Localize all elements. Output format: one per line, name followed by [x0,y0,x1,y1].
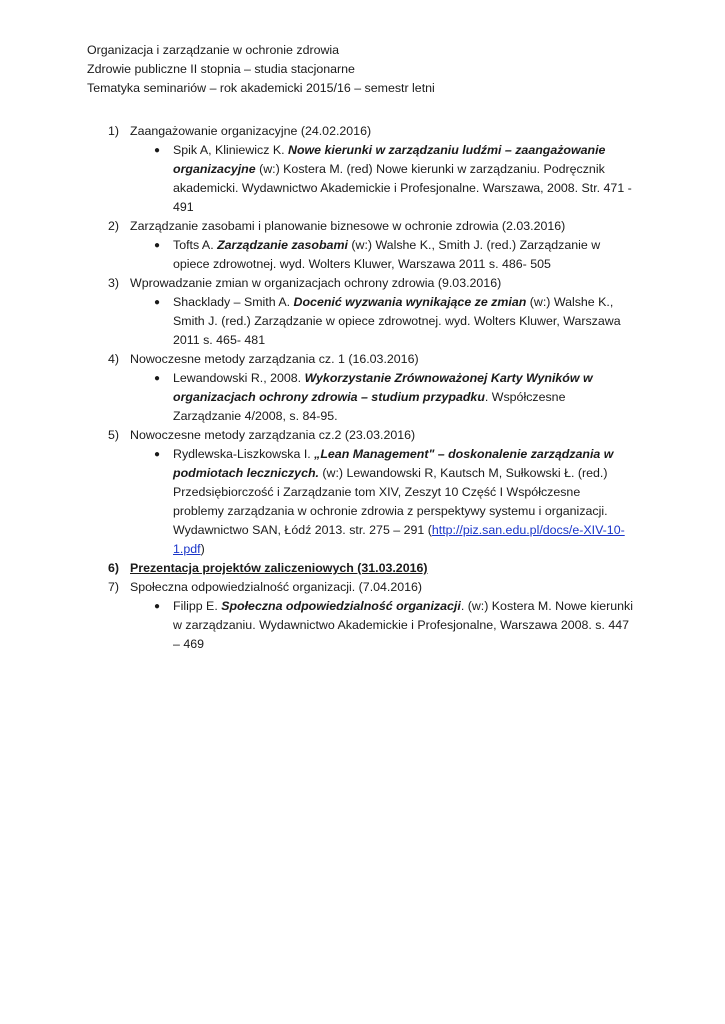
reference-title: Nowe kierunki w zarządzaniu ludźmi – zaangażowanie organizacyjne [173,143,606,176]
reference-item [130,141,633,217]
reference-list [130,369,633,426]
reference-item [130,369,633,426]
reference-author: Shacklady – Smith A. [173,295,294,309]
reference-item [130,597,633,654]
topic-number: 1) [108,124,120,138]
bullet-icon: ● [154,601,161,612]
seminar-topic-list [108,122,633,654]
topic-title: Prezentacja projektów zaliczeniowych (31.03.2016) [130,561,428,575]
seminar-topic-6 [108,559,633,578]
header-seminar-topics: Tematyka seminariów – rok akademicki 2015/16 – semestr letni [87,81,435,95]
reference-title: Zarządzanie zasobami [217,238,348,252]
seminar-topic-7 [108,578,633,654]
seminar-topic-1 [108,122,633,217]
reference-details: . (w:) Kostera M. Nowe kierunki w zarządzaniu. Wydawnictwo Akademickie i Profesjonalne, Warszawa 2008. s. 447 – 469 [173,599,633,651]
reference-list [130,597,633,654]
reference-author: Filipp E. [173,599,222,613]
topic-number: 6) [108,561,120,575]
bullet-icon: ● [154,373,161,384]
reference-list [130,293,633,350]
reference-item [130,293,633,350]
reference-details-tail: ) [200,542,205,556]
reference-details: (w:) Walshe K., Smith J. (red.) Zarządzanie w opiece zdrowotnej. wyd. Wolters Kluwer, Warszawa 2011 s. 486- 505 [173,238,601,271]
document-header [87,41,687,98]
bullet-icon: ● [154,449,161,460]
reference-title: Społeczna odpowiedzialność organizacji [221,599,461,613]
reference-details: (w:) Lewandowski R, Kautsch M, Sułkowski Ł. (red.) Przedsiębiorczość i Zarządzanie tom XIV, Zeszyt 10 Część I Współczesne problemy zarządzania w ochronie zdrowia z perspektywy systemu i organizacji. Wydawnictwo SAN, Łódź 2013. str. 275 – 291 ( [173,466,608,537]
reference-list [130,445,633,559]
reference-details: (w:) Walshe K., Smith J. (red.) Zarządzanie w opiece zdrowotnej. wyd. Wolters Kluwer, Warszawa 2011 s. 465- 481 [173,295,621,347]
topic-title: Zarządzanie zasobami i planowanie biznesowe w ochronie zdrowia (2.03.2016) [130,219,566,233]
topic-number: 4) [108,352,120,366]
reference-list [130,236,633,274]
reference-author: Tofts A. [173,238,218,252]
reference-item [130,445,633,559]
reference-title: „Lean Management" – doskonalenie zarządzania w podmiotach leczniczych. [173,447,614,480]
reference-author: Spik A, Kliniewicz K. [173,143,289,157]
reference-details: (w:) Kostera M. (red) Nowe kierunki w zarządzaniu. Podręcznik akademicki. Wydawnictwo Akademickie i Profesjonalne. Warszawa, 2008. Str. 471 - 491 [173,162,632,214]
header-study-program: Zdrowie publiczne II stopnia – studia stacjonarne [87,62,355,76]
seminar-topic-4 [108,350,633,426]
reference-list [130,141,633,217]
header-course-name: Organizacja i zarządzanie w ochronie zdrowia [87,43,340,57]
reference-author: Lewandowski R., 2008. [173,371,305,385]
topic-title: Nowoczesne metody zarządzania cz. 1 (16.03.2016) [130,352,419,366]
reference-details: . Współczesne Zarządzanie 4/2008, s. 84-95. [173,390,566,423]
topic-number: 3) [108,276,120,290]
reference-item [130,236,633,274]
topic-number: 7) [108,580,120,594]
topic-title: Zaangażowanie organizacyjne (24.02.2016) [130,124,372,138]
bullet-icon: ● [154,297,161,308]
reference-title: Wykorzystanie Zrównoważonej Karty Wyników w organizacjach ochrony zdrowia – studium przypadku [173,371,593,404]
topic-title: Wprowadzanie zmian w organizacjach ochrony zdrowia (9.03.2016) [130,276,502,290]
topic-title: Społeczna odpowiedzialność organizacji. (7.04.2016) [130,580,423,594]
seminar-topic-5 [108,426,633,559]
topic-title: Nowoczesne metody zarządzania cz.2 (23.03.2016) [130,428,416,442]
topic-number: 2) [108,219,120,233]
seminar-topic-2 [108,217,633,274]
reference-pdf-link[interactable]: http://piz.san.edu.pl/docs/e-XIV-10-1.pdf [173,523,625,556]
bullet-icon: ● [154,145,161,156]
topic-number: 5) [108,428,120,442]
seminar-topic-3 [108,274,633,350]
reference-title: Docenić wyzwania wynikające ze zmian [293,295,527,309]
bullet-icon: ● [154,240,161,251]
reference-author: Rydlewska-Liszkowska I. [173,447,315,461]
